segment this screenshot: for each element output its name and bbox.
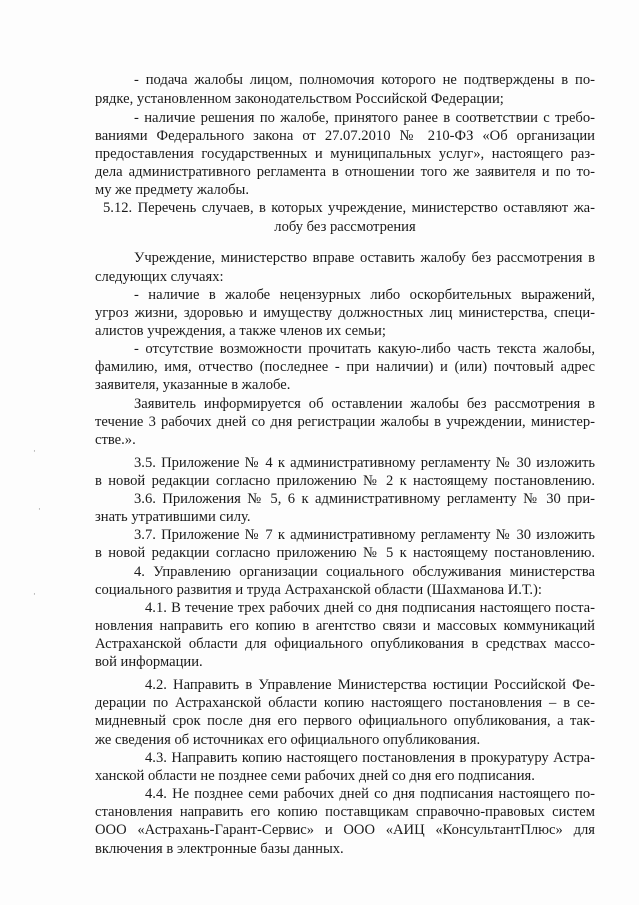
text-line: 4.2. Направить в Управление Министерства юстиции Российской Фе- (145, 677, 595, 693)
text-line: стве.». (95, 432, 136, 448)
text-line: течение 3 рабочих дней со дня регистрации жалобы в учреждении, министер- (95, 414, 595, 430)
text-line: в новой редакции согласно приложению № 5 к настоящему постановлению. (95, 545, 595, 561)
text-line: рядке, установленном законодательством Российской Федерации; (95, 91, 504, 107)
text-line: социального развития и труда Астраханской области (Шахманова И.Т.): (95, 582, 542, 598)
text-line: алистов учреждения, а также членов их семьи; (95, 323, 386, 339)
text-line: следующих случаях: (95, 269, 224, 285)
scan-speck: · (33, 590, 36, 600)
text-line: 4.4. Не позднее семи рабочих дней со дня подписания настоящего по- (145, 786, 595, 802)
text-line: - отсутствие возможности прочитать какую-либо часть текста жалобы, (134, 341, 595, 357)
text-line: 4.3. Направить копию настоящего постановления в прокуратуру Астра- (145, 750, 595, 766)
text-line: Заявитель информируется об оставлении жалобы без рассмотрения в (134, 396, 595, 412)
text-line: включения в электронные базы данных. (95, 841, 344, 857)
text-line: ваниями Федерального закона от 27.07.2010 № 210-ФЗ «Об организации (95, 128, 595, 144)
text-line: дерации по Астраханской области копию настоящего постановления – в се- (95, 695, 595, 711)
text-line: му же предмету жалобы. (95, 182, 250, 198)
text-line: мидневный срок после дня его первого официального опубликования, а так- (95, 713, 595, 729)
text-line: 4.1. В течение трех рабочих дней со дня подписания настоящего поста- (145, 600, 595, 616)
text-line: угроз жизни, здоровью и имуществу должностных лиц министерства, специ- (95, 305, 595, 321)
scan-speck: · (33, 447, 36, 457)
text-line: 5.12. Перечень случаев, в которых учреждение, министерство оставляют жа- (103, 200, 595, 216)
scan-speck: · (38, 505, 41, 515)
text-line: же сведения об источниках его официального опубликования. (95, 732, 481, 748)
text-line: 3.7. Приложение № 7 к административному регламенту № 30 изложить (134, 527, 595, 543)
text-line: становления направить его копию поставщикам справочно-правовых систем (95, 804, 595, 820)
text-line: - подача жалобы лицом, полномочия которого не подтверждены в по- (134, 72, 595, 88)
text-line: - наличие решения по жалобе, принятого ранее в соответствии с требо- (134, 110, 595, 126)
text-line: новления направить его копию в агентство связи и массовых коммуникаций (95, 618, 595, 634)
text-line: вой информации. (95, 654, 203, 670)
text-line: знать утратившими силу. (95, 509, 251, 525)
text-line: дела административного регламента в отношении того же заявителя и по то- (95, 164, 595, 180)
text-line: предоставления государственных и муниципальных услуг», настоящего раз- (95, 146, 595, 162)
text-line: 3.6. Приложения № 5, 6 к административному регламенту № 30 при- (134, 491, 595, 507)
text-line: лобу без рассмотрения (274, 219, 416, 235)
text-line: Учреждение, министерство вправе оставить жалобу без рассмотрения в (134, 250, 595, 266)
text-line: ООО «Астрахань-Гарант-Сервис» и ООО «АИЦ «КонсультантПлюс» для (95, 822, 595, 838)
text-line: Астраханской области для официального опубликования в средствах массо- (95, 636, 595, 652)
text-line: - наличие в жалобе нецензурных либо оскорбительных выражений, (134, 287, 595, 303)
text-line: фамилию, имя, отчество (последнее - при наличии) и (или) почтовый адрес (95, 359, 595, 375)
text-line: 4. Управлению организации социального обслуживания министерства (134, 564, 595, 580)
text-line: 3.5. Приложение № 4 к административному регламенту № 30 изложить (134, 455, 595, 471)
text-line: ханской области не позднее семи рабочих дней со дня его подписания. (95, 768, 535, 784)
text-line: в новой редакции согласно приложению № 2 к настоящему постановлению. (95, 473, 595, 489)
text-line: заявителя, указанные в жалобе. (95, 377, 291, 393)
